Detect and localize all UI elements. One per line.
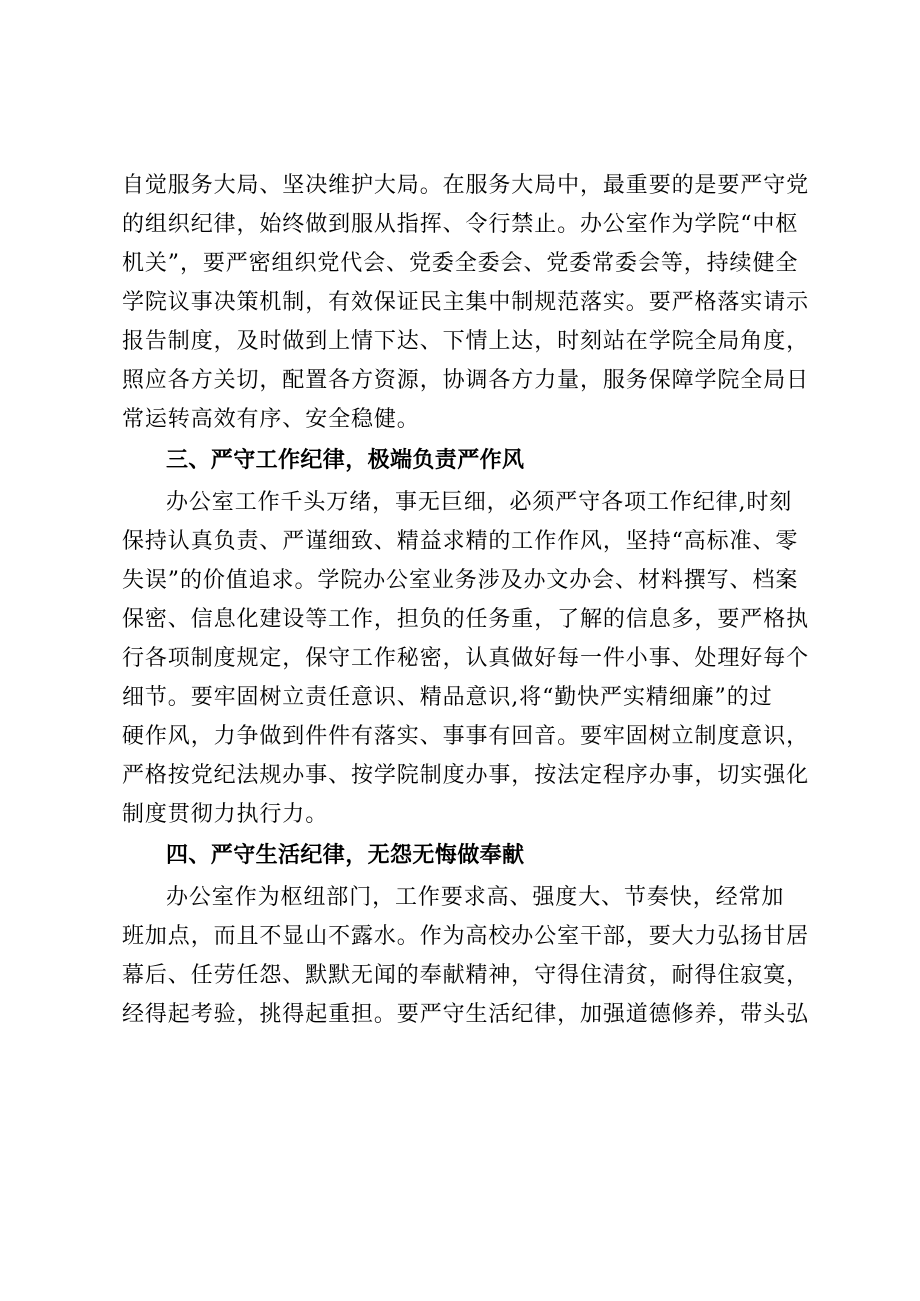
text-line: 办公室工作千头万绪，事无巨细，必须严守各项工作纪律,时刻 bbox=[166, 490, 793, 515]
section-heading-4: 四、严守生活纪律，无怨无悔做奉献 bbox=[166, 843, 525, 868]
text-line: 严格按党纪法规办事、按学院制度办事，按法定程序办事，切实强化 bbox=[122, 763, 810, 788]
text-line: 照应各方关切，配置各方资源，协调各方力量，服务保障学院全局日 bbox=[122, 368, 810, 393]
text-line: 细节。要牢固树立责任意识、精品意识,将“勤快严实精细廉”的过 bbox=[122, 685, 773, 710]
text-line: 办公室作为枢纽部门，工作要求高、强度大、节奏快，经常加 bbox=[166, 885, 785, 910]
text-line: 班加点，而且不显山不露水。作为高校办公室干部，要大力弘扬甘居 bbox=[122, 924, 810, 949]
paragraph-3 bbox=[122, 878, 812, 1034]
paragraph-1 bbox=[122, 166, 812, 439]
text-line: 硬作风，力争做到件件有落实、事事有回音。要牢固树立制度意识， bbox=[122, 724, 810, 749]
paragraph-2 bbox=[122, 483, 812, 834]
text-line: 幕后、任劳任怨、默默无闻的奉献精神，守得住清贫，耐得住寂寞， bbox=[122, 963, 810, 988]
text-line: 自觉服务大局、坚决维护大局。在服务大局中，最重要的是要严守党 bbox=[122, 173, 810, 198]
document-body bbox=[122, 166, 812, 1034]
text-line: 的组织纪律，始终做到服从指挥、令行禁止。办公室作为学院“中枢 bbox=[122, 212, 799, 237]
text-line: 行各项制度规定，保守工作秘密，认真做好每一件小事、处理好每个 bbox=[122, 646, 810, 671]
text-line: 保持认真负责、严谨细致、精益求精的工作作风，坚持“高标准、零 bbox=[122, 529, 799, 554]
text-line: 制度贯彻力执行力。 bbox=[122, 802, 329, 827]
section-heading-3: 三、严守工作纪律，极端负责严作风 bbox=[166, 448, 525, 473]
text-line: 经得起考验，挑得起重担。要严守生活纪律，加强道德修养，带头弘 bbox=[122, 1002, 810, 1027]
text-line: 保密、信息化建设等工作，担负的任务重，了解的信息多，要严格执 bbox=[122, 607, 810, 632]
text-line: 机关”，要严密组织党代会、党委全委会、党委常委会等，持续健全 bbox=[122, 251, 799, 276]
text-line: 常运转高效有序、安全稳健。 bbox=[122, 407, 420, 432]
text-line: 失误”的价值追求。学院办公室业务涉及办文办会、材料撰写、档案 bbox=[122, 568, 799, 593]
text-line: 学院议事决策机制，有效保证民主集中制规范落实。要严格落实请示 bbox=[122, 290, 810, 315]
text-line: 报告制度，及时做到上情下达、下情上达，时刻站在学院全局角度， bbox=[122, 329, 810, 354]
